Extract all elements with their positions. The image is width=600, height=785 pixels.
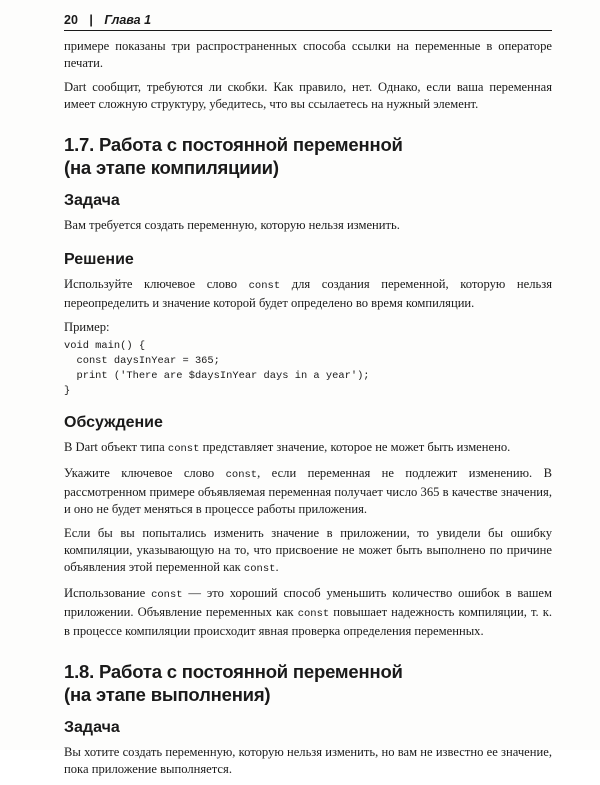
page-content bbox=[64, 38, 552, 785]
page-number: 20 bbox=[64, 13, 78, 27]
section-1-7-discussion-heading: Обсуждение bbox=[64, 414, 163, 431]
discussion-4-part-b: — это хороший способ уменьшить количество ошибок в вашем приложении. Объявление переменных как bbox=[64, 586, 552, 619]
discussion-4-inline-code: const bbox=[151, 589, 183, 601]
intro-paragraph-1: примере показаны три распространенных способа ссылки на переменные в операторе печати. bbox=[64, 39, 552, 70]
discussion-2-part-b: , если переменная не подлежит изменению. В рассмотренном примере объявляемая переменная получает число 365 в качестве значения, и оно не будет меняться в процессе работы приложения. bbox=[64, 466, 552, 516]
discussion-paragraph-2 bbox=[64, 465, 552, 518]
discussion-4-part-a: Использование bbox=[64, 586, 152, 600]
discussion-paragraph-4 bbox=[64, 585, 552, 640]
discussion-2-part-a: Укажите ключевое слово bbox=[64, 466, 226, 480]
header-separator: | bbox=[89, 13, 93, 27]
solution-text-part-a: Используйте ключевое слово bbox=[64, 277, 249, 291]
code-block: void main() { const daysInYear = 365; print ('There are $daysInYear days in a year'); } bbox=[64, 340, 370, 397]
chapter-title: Глава 1 bbox=[104, 13, 152, 27]
section-1-7-solution-heading: Решение bbox=[64, 251, 134, 268]
running-header bbox=[64, 12, 552, 31]
discussion-3-part-b: . bbox=[275, 560, 279, 574]
section-1-8-title-line2: (на этапе выполнения) bbox=[64, 684, 271, 705]
discussion-paragraph-3 bbox=[64, 525, 552, 578]
section-1-7-title-line1: 1.7. Работа с постоянной переменной bbox=[64, 134, 403, 155]
section-1-8-task-text: Вы хотите создать переменную, которую нельзя изменить, но вам не известно ее значение, пока приложение выполняется. bbox=[64, 745, 552, 776]
section-1-8-task-heading: Задача bbox=[64, 719, 120, 736]
discussion-3-inline-code: const bbox=[243, 563, 276, 575]
discussion-1-inline-code: const bbox=[167, 443, 200, 455]
intro-paragraph-2: Dart сообщит, требуются ли скобки. Как правило, нет. Однако, если ваша переменная имеет сложную структуру, убедитесь, что вы ссылаетесь на нужный элемент. bbox=[64, 80, 552, 111]
section-1-7-title bbox=[64, 133, 552, 179]
section-1-7-task-text: Вам требуется создать переменную, которую нельзя изменить. bbox=[64, 218, 400, 232]
section-1-7-title-line2: (на этапе компиляциии) bbox=[64, 157, 279, 178]
discussion-3-part-a: Если бы вы попытались изменить значение в приложении, то увидели бы ошибку компиляции, указывающую на то, что присвоение не может быть выполнено по причине объявления этой переменной как bbox=[64, 526, 552, 574]
section-1-8-title-line1: 1.8. Работа с постоянной переменной bbox=[64, 661, 403, 682]
example-label: Пример: bbox=[64, 320, 110, 334]
solution-text-part-b: для создания переменной, которую нельзя переопределить и значение которой будет определено во время компиляции. bbox=[64, 277, 552, 310]
discussion-4-part-c: повышает надежность компиляции, т. к. в процессе компиляции происходит явная проверка определения переменных. bbox=[64, 605, 552, 638]
discussion-2-inline-code: const bbox=[225, 469, 258, 481]
solution-inline-code: const bbox=[248, 280, 281, 292]
discussion-1-part-b: представляет значение, которое не может быть изменено. bbox=[199, 440, 511, 454]
section-1-8-title bbox=[64, 660, 552, 706]
section-1-7-task-heading: Задача bbox=[64, 192, 120, 209]
discussion-paragraph-1 bbox=[64, 439, 552, 458]
discussion-4-inline-code-2: const bbox=[297, 608, 330, 620]
discussion-1-part-a: В Dart объект типа bbox=[64, 440, 168, 454]
section-1-7-solution-text bbox=[64, 276, 552, 312]
